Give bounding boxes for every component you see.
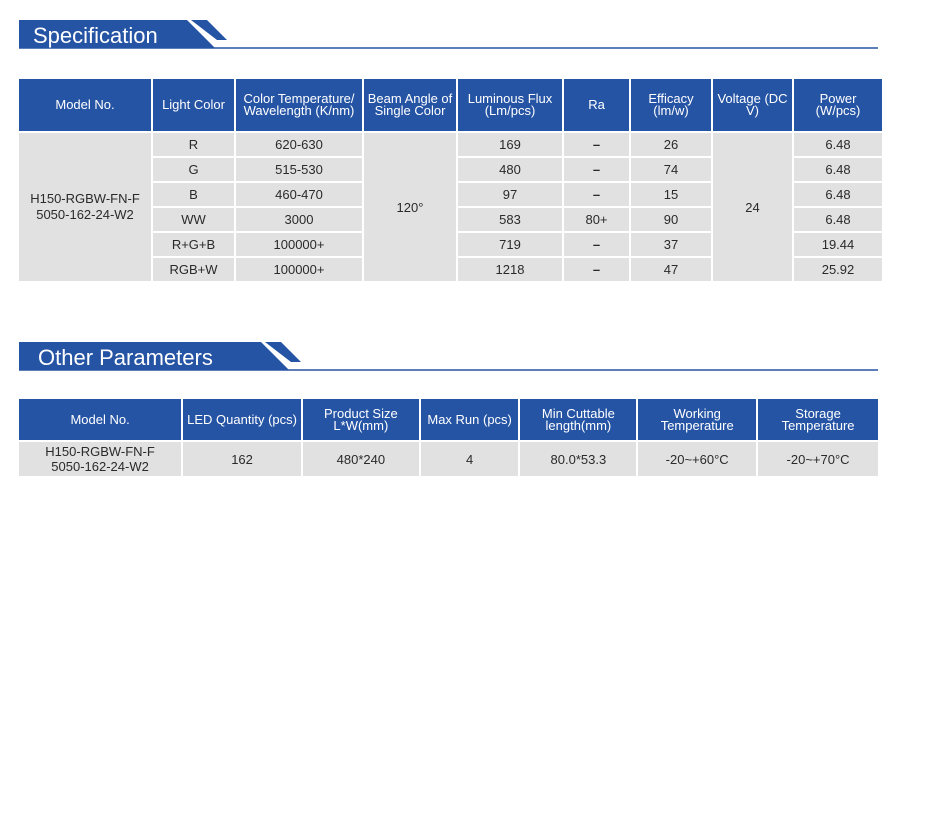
other-parameters-table xyxy=(17,397,880,478)
color-temp-cell: 100000+ xyxy=(236,233,362,256)
flux-cell: 480 xyxy=(458,158,562,181)
working-temp-cell: -20~+60°C xyxy=(638,442,756,476)
efficacy-cell: 15 xyxy=(631,183,711,206)
min-cuttable-cell: 80.0*53.3 xyxy=(520,442,636,476)
col-header-product-size: Product Size L*W(mm) xyxy=(303,399,419,440)
product-size-cell: 480*240 xyxy=(303,442,419,476)
table-row xyxy=(19,442,878,476)
light-color-cell: RGB+W xyxy=(153,258,234,281)
section-title: Other Parameters xyxy=(38,345,213,370)
voltage-cell: 24 xyxy=(713,133,792,281)
ra-cell: – xyxy=(564,183,629,206)
light-color-cell: R xyxy=(153,133,234,156)
col-header-voltage: Voltage (DC V) xyxy=(713,79,792,131)
color-temp-cell: 100000+ xyxy=(236,258,362,281)
max-run-cell: 4 xyxy=(421,442,519,476)
power-cell: 6.48 xyxy=(794,133,882,156)
col-header-storage-temp: Storage Temperature xyxy=(758,399,878,440)
flux-cell: 719 xyxy=(458,233,562,256)
storage-temp-cell: -20~+70°C xyxy=(758,442,878,476)
col-header-efficacy: Efficacy (lm/w) xyxy=(631,79,711,131)
power-cell: 19.44 xyxy=(794,233,882,256)
ra-cell: 80+ xyxy=(564,208,629,231)
efficacy-cell: 90 xyxy=(631,208,711,231)
flux-cell: 1218 xyxy=(458,258,562,281)
specification-table xyxy=(17,77,884,283)
model-cell: H150-RGBW-FN-F5050-162-24-W2 xyxy=(19,133,151,281)
light-color-cell: WW xyxy=(153,208,234,231)
efficacy-cell: 74 xyxy=(631,158,711,181)
light-color-cell: R+G+B xyxy=(153,233,234,256)
header-row xyxy=(19,399,878,440)
ra-cell: – xyxy=(564,233,629,256)
section-title: Specification xyxy=(33,23,158,48)
light-color-cell: G xyxy=(153,158,234,181)
ra-cell: – xyxy=(564,158,629,181)
header-row xyxy=(19,79,882,131)
efficacy-cell: 26 xyxy=(631,133,711,156)
col-header-beam-angle: Beam Angle of Single Color xyxy=(364,79,456,131)
led-quantity-cell: 162 xyxy=(183,442,301,476)
power-cell: 25.92 xyxy=(794,258,882,281)
color-temp-cell: 3000 xyxy=(236,208,362,231)
ra-cell: – xyxy=(564,133,629,156)
flux-cell: 97 xyxy=(458,183,562,206)
table-row xyxy=(19,133,882,156)
col-header-led-quantity: LED Quantity (pcs) xyxy=(183,399,301,440)
col-header-power: Power (W/pcs) xyxy=(794,79,882,131)
col-header-working-temp: Working Temperature xyxy=(638,399,756,440)
model-cell: H150-RGBW-FN-F5050-162-24-W2 xyxy=(19,442,181,476)
color-temp-cell: 460-470 xyxy=(236,183,362,206)
col-header-min-cuttable: Min Cuttable length(mm) xyxy=(520,399,636,440)
col-header-max-run: Max Run (pcs) xyxy=(421,399,519,440)
col-header-light-color: Light Color xyxy=(153,79,234,131)
flux-cell: 169 xyxy=(458,133,562,156)
col-header-model: Model No. xyxy=(19,399,181,440)
col-header-model: Model No. xyxy=(19,79,151,131)
efficacy-cell: 47 xyxy=(631,258,711,281)
power-cell: 6.48 xyxy=(794,183,882,206)
other-parameters-header xyxy=(19,342,879,378)
flux-cell: 583 xyxy=(458,208,562,231)
power-cell: 6.48 xyxy=(794,208,882,231)
ra-cell: – xyxy=(564,258,629,281)
light-color-cell: B xyxy=(153,183,234,206)
color-temp-cell: 515-530 xyxy=(236,158,362,181)
efficacy-cell: 37 xyxy=(631,233,711,256)
col-header-luminous-flux: Luminous Flux (Lm/pcs) xyxy=(458,79,562,131)
col-header-ra: Ra xyxy=(564,79,629,131)
specification-header xyxy=(19,20,879,56)
power-cell: 6.48 xyxy=(794,158,882,181)
color-temp-cell: 620-630 xyxy=(236,133,362,156)
beam-angle-cell: 120° xyxy=(364,133,456,281)
col-header-color-temp: Color Temperature/ Wavelength (K/nm) xyxy=(236,79,362,131)
